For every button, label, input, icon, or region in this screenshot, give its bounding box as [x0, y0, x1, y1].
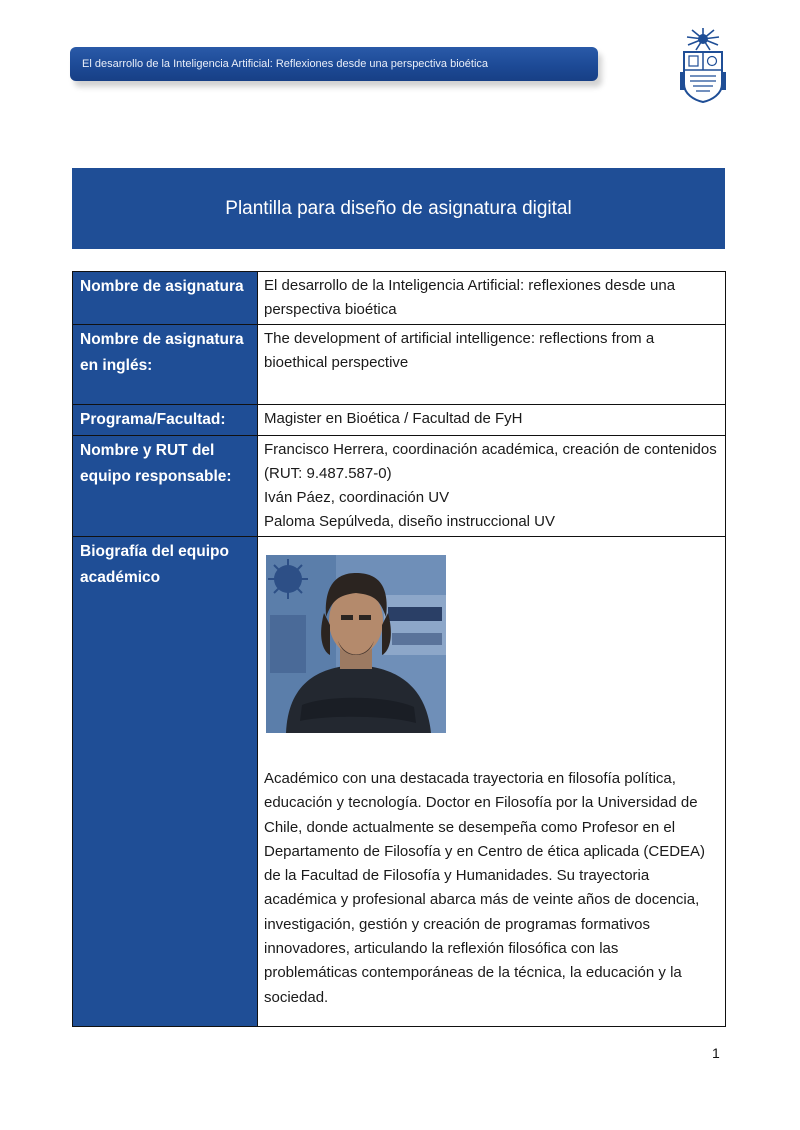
- biography-text: Académico con una destacada trayectoria en filosofía política, educación y tecnología. Doctor en Filosofía por la Universidad de Chile, donde actualmente se desempeña como Profesor en el Departamento de Filosofía y en Centro de ética aplicada (CEDEA) de la Facultad de Filosofía y Humanidades. Su trayectoria académica y profesional abarca más de veinte años de docencia, investigación, gestión y creación de programas formativos innovadores, articulando la reflexión filosófica con las problemáticas contemporáneas de la técnica, la educación y la sociedad.: [264, 770, 706, 1006]
- course-info-table: [72, 271, 726, 1027]
- equipo-line: Paloma Sepúlveda, diseño instruccional UV: [264, 513, 555, 530]
- label-nombre-ingles: Nombre de asignatura en inglés:: [73, 325, 258, 405]
- page-title-box: [72, 168, 725, 249]
- equipo-line: Iván Páez, coordinación UV: [264, 489, 450, 506]
- university-crest-icon: [678, 26, 728, 104]
- page-title: Plantilla para diseño de asignatura digital: [225, 197, 572, 219]
- header-banner-text: El desarrollo de la Inteligencia Artificial: Reflexiones desde una perspectiva bioética: [82, 58, 489, 70]
- label-programa: Programa/Facultad:: [73, 405, 258, 436]
- value-equipo: [258, 436, 726, 537]
- label-equipo: Nombre y RUT del equipo responsable:: [73, 436, 258, 537]
- value-programa: Magister en Bioética / Facultad de FyH: [258, 405, 726, 436]
- table-row: [73, 436, 726, 537]
- value-nombre: El desarrollo de la Inteligencia Artificial: reflexiones desde una perspectiva bioética: [258, 272, 726, 325]
- page-number: 1: [712, 1045, 720, 1061]
- table-row: [73, 537, 726, 1027]
- academic-portrait-photo: [266, 555, 446, 733]
- value-biografia: [258, 537, 726, 1027]
- value-nombre-ingles: The development of artificial intelligence: reflections from a bioethical perspective: [258, 325, 726, 405]
- label-nombre: Nombre de asignatura: [73, 272, 258, 325]
- table-row: [73, 325, 726, 405]
- table-row: [73, 272, 726, 325]
- equipo-line: Francisco Herrera, coordinación académica, creación de contenidos (RUT: 9.487.587-0): [264, 441, 717, 482]
- label-biografia: Biografía del equipo académico: [73, 537, 258, 1027]
- header-banner: [70, 47, 598, 81]
- table-row: [73, 405, 726, 436]
